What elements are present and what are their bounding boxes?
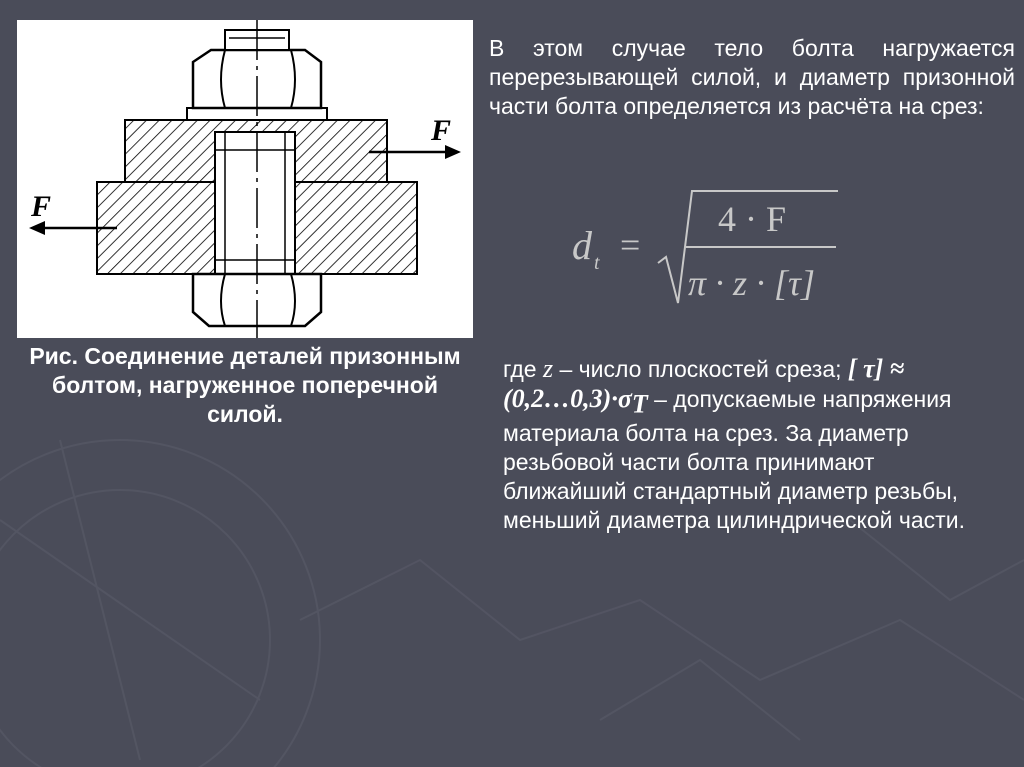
shear-diameter-formula [560, 185, 850, 310]
range-value: (0,2…0,3) [503, 384, 612, 413]
formula-equals: = [620, 225, 641, 265]
formula-numerator: 4 · F [718, 199, 787, 239]
bolt-joint-figure [17, 20, 473, 338]
formula-lhs-subscript: t [594, 252, 600, 274]
intro-paragraph: В этом случае тело болта нагружается перерезывающей силой, и диаметр призонной части болта определяется из расчёта на срез: [489, 35, 1015, 119]
tau-symbol: [ τ] [847, 354, 884, 383]
z-symbol: z [542, 354, 554, 383]
sigma-symbol: σ [617, 384, 632, 413]
formula-lhs: d [572, 223, 592, 268]
force-label-right: F [431, 114, 452, 147]
figure-caption: Рис. Соединение деталей призонным болтом, нагруженное поперечной силой. [29, 343, 461, 427]
description-paragraph: где z – число плоскостей среза; [ τ] ≈ $(0,2\dots 0,3)\cdot\sigma_T$ – допускаемые напряжения материала болта на срез. За диаметр резьбовой части болта принимают ближайший стандартный диаметр резьбы, меньший диаметра цилиндрической части. [503, 354, 965, 533]
bolt-joint-drawing [17, 20, 473, 338]
formula-denominator: π · z · [τ] [688, 263, 815, 303]
force-label-left: F [31, 190, 52, 223]
